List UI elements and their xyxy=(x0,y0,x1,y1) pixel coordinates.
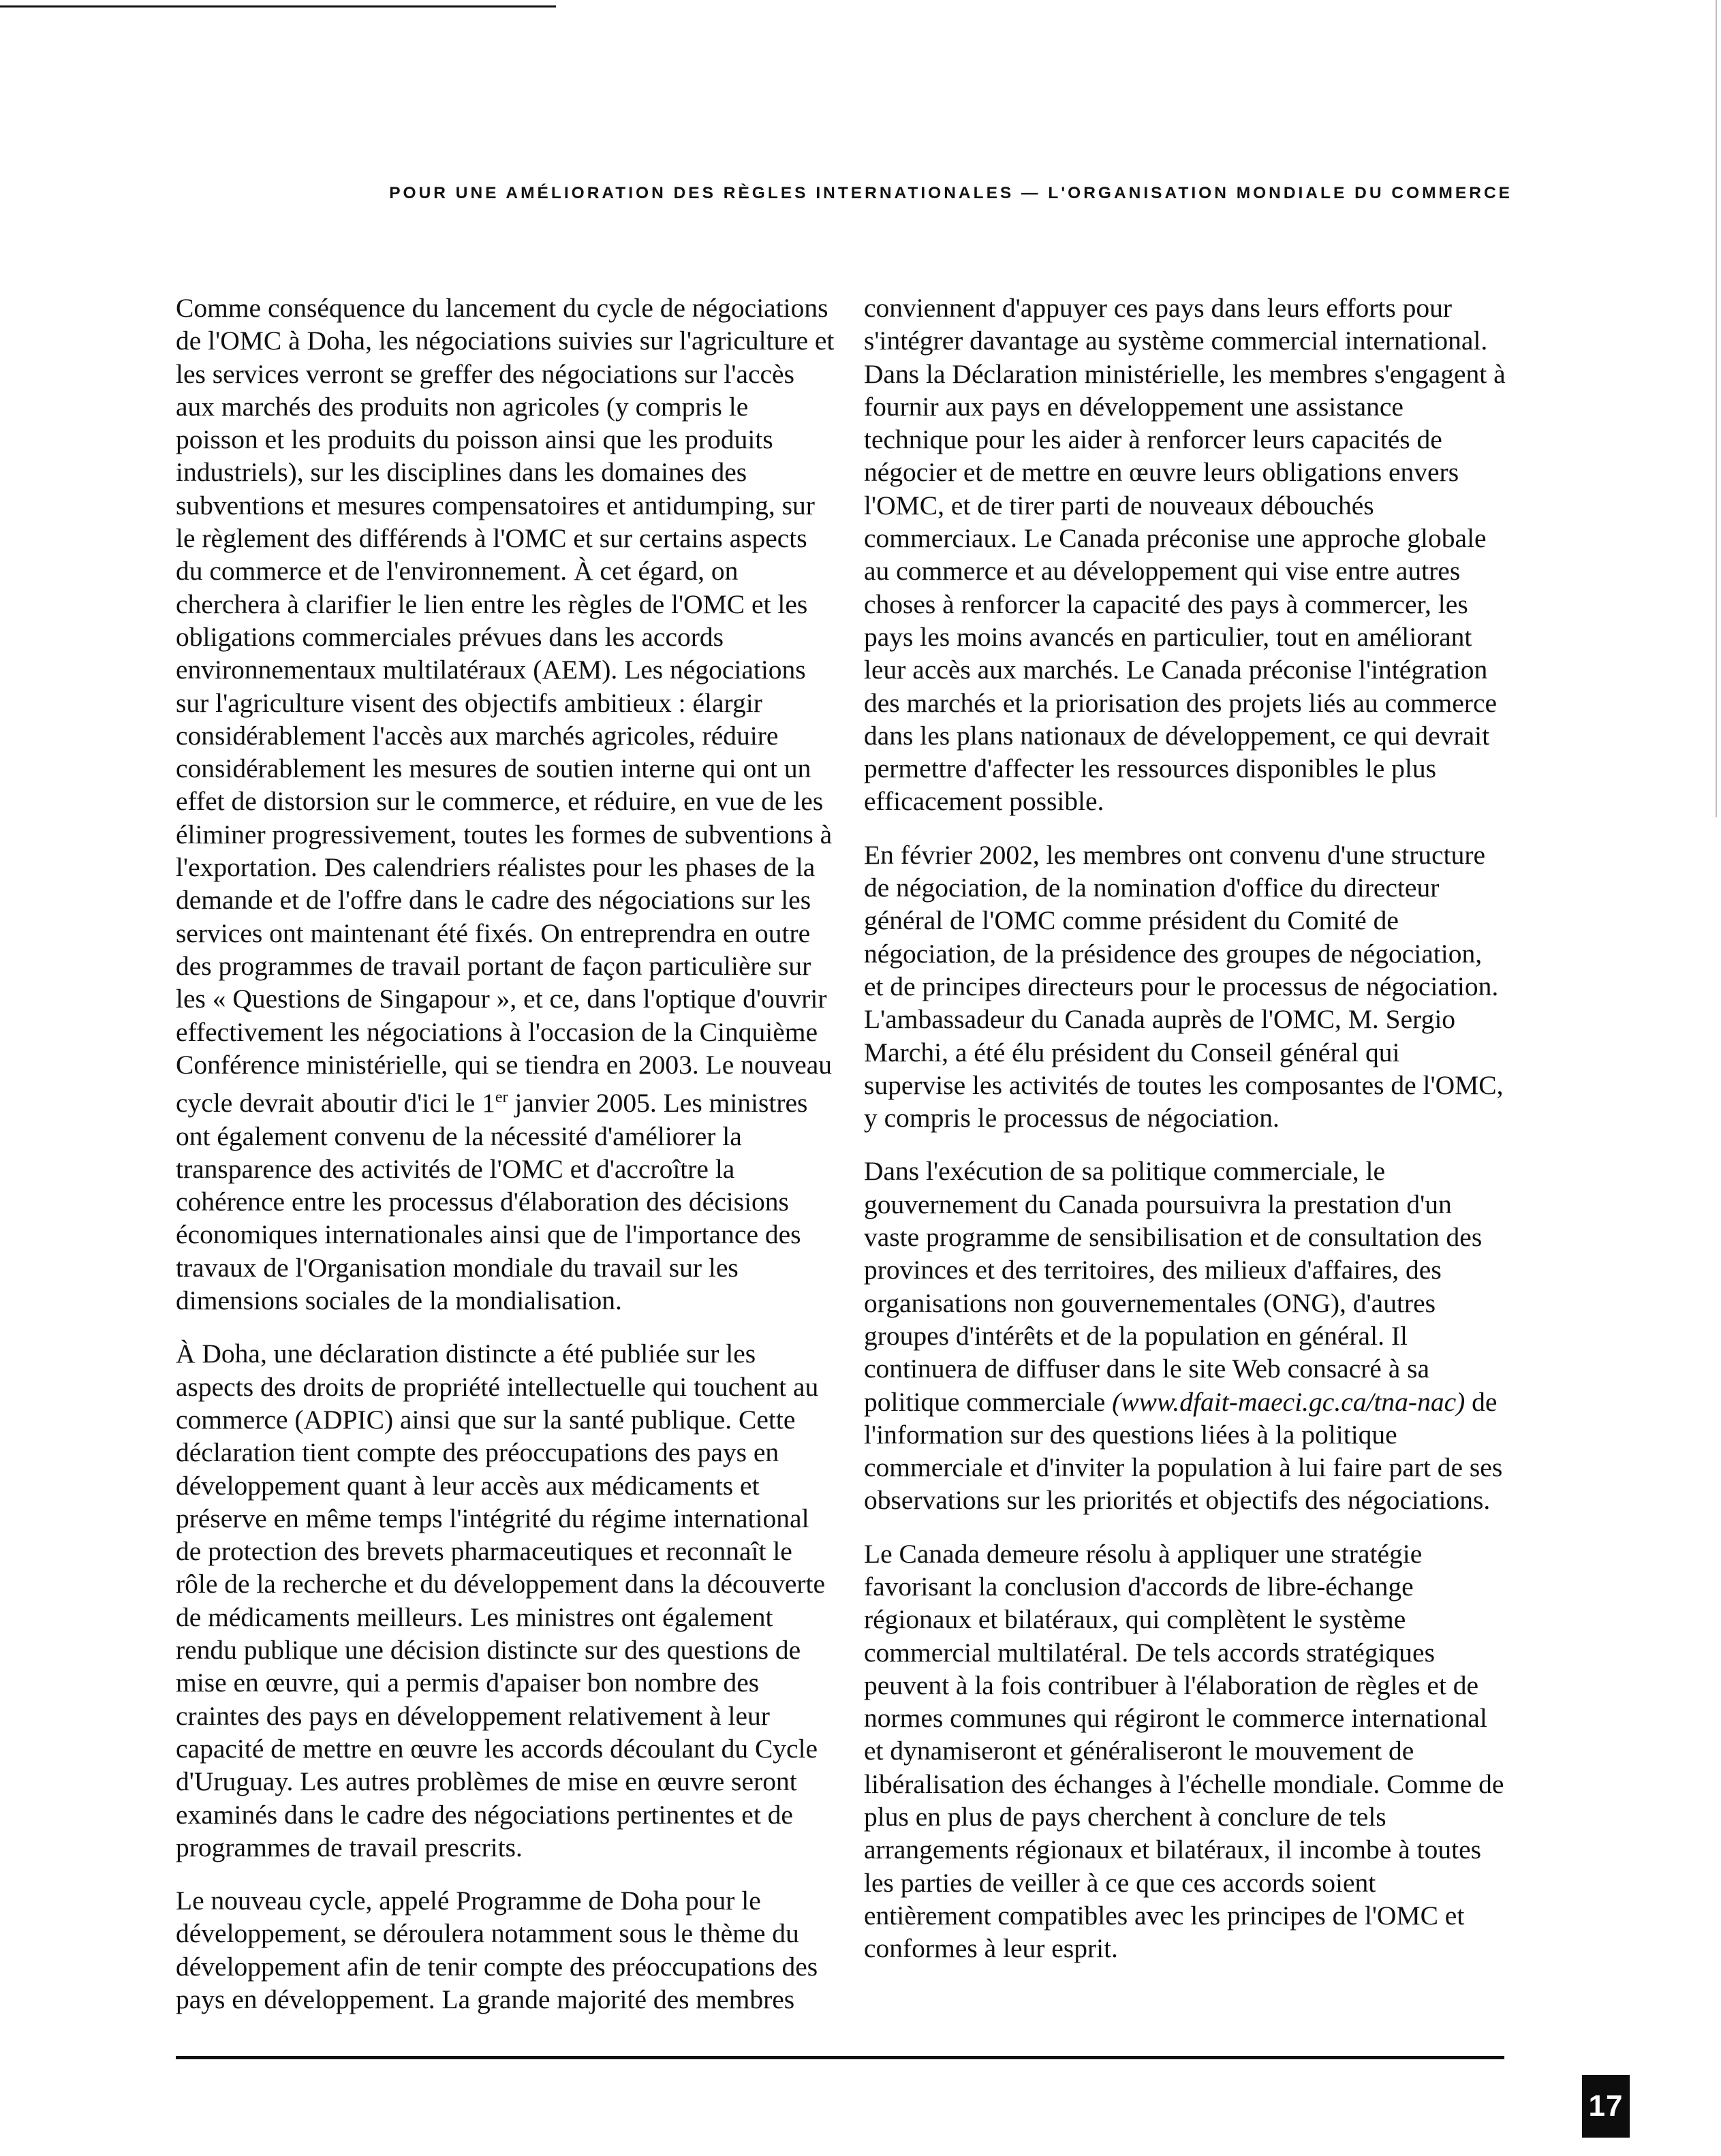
right-column xyxy=(864,292,1507,1965)
paragraph-doha-negotiations xyxy=(176,292,835,1317)
date-day: 1 xyxy=(482,1088,495,1119)
top-rule xyxy=(0,5,556,7)
scan-edge-mark xyxy=(1716,0,1717,817)
paragraph-text: Comme conséquence du lancement du cycle de négociations de l'OMC à Doha, les négociations suivies sur l'agriculture et les services verront se greffer des négociations sur l'accès aux marchés des produits non agricoles (y compris le poisson et les produits du poisson ainsi que les produits industriels), sur les disciplines dans les domaines des subventions et mesures compensatoires et antidumping, sur le règlement des différends à l'OMC et sur certains aspects du commerce et de l'environnement. À cet égard, on cherchera à clarifier le lien entre les règles de l'OMC et les obligations commerciales prévues dans les accords environnementaux multilatéraux (AEM). Les négociations sur l'agriculture visent des objectifs ambitieux : élargir considérablement l'accès aux marchés agricoles, réduire considérablement les mesures de soutien interne qui ont un effet de distorsion sur le commerce, et réduire, en vue de les éliminer progressivement, toutes les formes de subventions à l'exportation. Des calendriers réalistes pour les phases de la demande et de l'offre dans le cadre des négociations sur les services ont maintenant été fixés. On entreprendra en outre des programmes de travail portant de façon particulière sur les « Questions de Singapour », et ce, dans l'optique d'ouvrir effectivement les négociations à l'occasion de la Cinquième Conférence ministérielle, qui se tiendra en 2003. Le nouveau cycle devrait aboutir d'ici le xyxy=(176,293,835,1119)
page-number: 17 xyxy=(1588,2089,1624,2123)
paragraph-text-continued: janvier 2005. Les ministres ont également convenu de la nécessité d'améliorer la transparence des activités de l'OMC et d'accroître la cohérence entre les processus d'élaboration des décisions économiques internationales ainsi que de l'importance des travaux de l'Organisation mondiale du travail sur les dimensions sociales de la mondialisation. xyxy=(176,1088,808,1316)
page-number-badge xyxy=(1582,2075,1630,2138)
website-link[interactable]: (www.dfait-maeci.gc.ca/tna-nac) xyxy=(1112,1386,1466,1417)
left-column xyxy=(176,292,835,2016)
paragraph-doha-development: Le nouveau cycle, appelé Programme de Doha pour le développement, se déroulera notamment sous le thème du développement afin de tenir compte des préoccupations des pays en développement. La grande majorité des membres xyxy=(176,1886,818,2014)
paragraph-consultation-program xyxy=(864,1155,1507,1516)
paragraph-adpic-declaration: À Doha, une déclaration distincte a été publiée sur les aspects des droits de propriété intellectuelle qui touchent au commerce (ADPIC) ainsi que sur la santé publique. Cette déclaration tient compte des préoccupations des pays en développement quant à leur accès aux médicaments et préserve en même temps l'intégrité du régime international de protection des brevets pharmaceutiques et reconnaît le rôle de la recherche et du développement dans la découverte de médicaments meilleurs. Les ministres ont également rendu publique une décision distincte sur des questions de mise en œuvre, qui a permis d'apaiser bon nombre des craintes des pays en développement relativement à leur capacité de mettre en œuvre les accords découlant du Cycle d'Uruguay. Les autres problèmes de mise en œuvre seront examinés dans le cadre des négociations pertinentes et de programmes de travail prescrits. xyxy=(176,1339,826,1862)
paragraph-free-trade-strategy: Le Canada demeure résolu à appliquer une stratégie favorisant la conclusion d'accords de libre-échange régionaux et bilatéraux, qui complètent le système commercial multilatéral. De tels accords stratégiques peuvent à la fois contribuer à l'élaboration de règles et de normes communes qui régiront le commerce international et dynamiseront et généraliseront le mouvement de libéralisation des échanges à l'échelle mondiale. Comme de plus en plus de pays cherchent à conclure de tels arrangements régionaux et bilatéraux, il incombe à toutes les parties de veiller à ce que ces accords soient entièrement compatibles avec les principes de l'OMC et conformes à leur esprit. xyxy=(864,1538,1504,1964)
date-superscript: er xyxy=(495,1089,508,1107)
paragraph-development-support: conviennent d'appuyer ces pays dans leurs efforts pour s'intégrer davantage au système commercial international. Dans la Déclaration ministérielle, les membres s'engagent à fournir aux pays en développement une assistance technique pour les aider à renforcer leurs capacités de négocier et de mettre en œuvre leurs obligations envers l'OMC, et de tirer parti de nouveaux débouchés commerciaux. Le Canada préconise une approche globale au commerce et au développement qui vise entre autres choses à renforcer la capacité des pays à commercer, les pays les moins avancés en particulier, tout en améliorant leur accès aux marchés. Le Canada préconise l'intégration des marchés et la priorisation des projets liés au commerce dans les plans nationaux de développement, ce qui devrait permettre d'affecter les ressources disponibles le plus efficacement possible. xyxy=(864,293,1506,817)
paragraph-february-2002: En février 2002, les membres ont convenu d'une structure de négociation, de la nomination d'office du directeur général de l'OMC comme président du Comité de négociation, de la présidence des groupes de négociation, et de principes directeurs pour le processus de négociation. L'ambassadeur du Canada auprès de l'OMC, M. Sergio Marchi, a été élu président du Conseil général qui supervise les activités de toutes les composantes de l'OMC, y compris le processus de négociation. xyxy=(864,839,1504,1134)
paragraph-text-continued: de l'information sur des questions liées à la politique commerciale et d'inviter la population à lui faire part de ses observations sur les priorités et objectifs des négociations. xyxy=(864,1386,1503,1516)
running-header: POUR UNE AMÉLIORATION DES RÈGLES INTERNATIONALES — L'ORGANISATION MONDIALE DU COMMERCE xyxy=(389,184,1513,202)
paragraph-text: Dans l'exécution de sa politique commerciale, le gouvernement du Canada poursuivra la prestation d'un vaste programme de sensibilisation et de consultation des provinces et des territoires, des milieux d'affaires, des organisations non gouvernementales (ONG), d'autres groupes d'intérêts et de la population en général. Il continuera de diffuser dans le site Web consacré à sa politique commerciale xyxy=(864,1156,1483,1417)
bottom-rule xyxy=(176,2056,1504,2059)
